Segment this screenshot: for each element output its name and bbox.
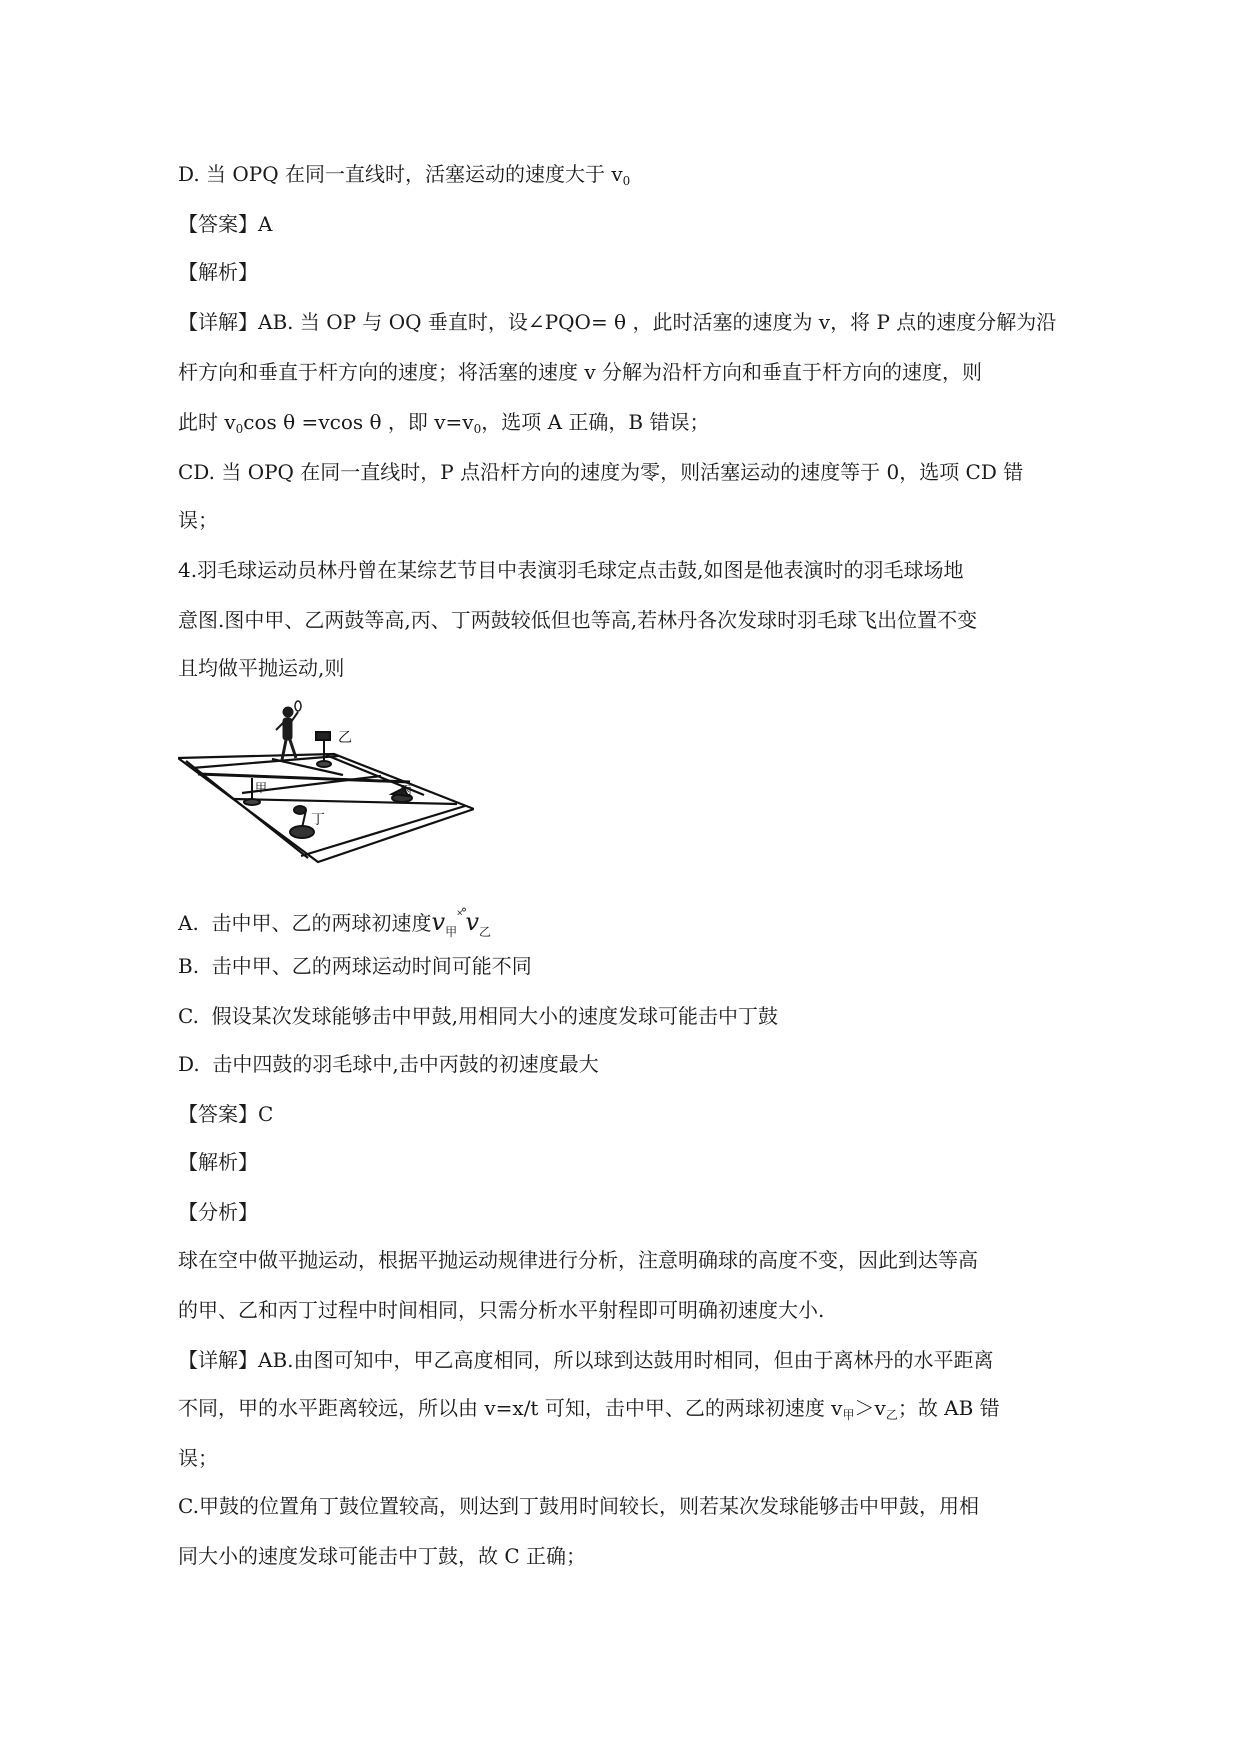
label-ding: 丁 bbox=[311, 812, 325, 828]
option-d: D. 击中四鼓的羽毛球中,击中丙鼓的初速度最大 bbox=[178, 1052, 599, 1076]
label-jia: 甲 bbox=[255, 781, 268, 795]
question-4-line-1: 4.羽毛球运动员林丹曾在某综艺节目中表演羽毛球定点击鼓,如图是他表演时的羽毛球场地 bbox=[178, 558, 964, 582]
label-yi: 乙 bbox=[338, 730, 352, 746]
detail-line-5: 误； bbox=[178, 508, 218, 532]
badminton-court-diagram bbox=[178, 700, 474, 870]
detail2-line-3: 误； bbox=[178, 1446, 218, 1470]
badminton-court-figure bbox=[178, 700, 474, 870]
detail-line-3: 此时 $v_0\cos$ θ =vcos θ ，即 $v=v_0$，选项 A 正确，B 错误； bbox=[178, 410, 710, 436]
option-c: C. 假设某次发球能够击中甲鼓,用相同大小的速度发球可能击中丁鼓 bbox=[178, 1004, 779, 1028]
detail2-line-2: 不同，甲的水平距离较远，所以由 v=x/t 可知，击中甲、乙的两球初速度 $v_甲>v_乙$；故 AB 错 bbox=[178, 1396, 1000, 1422]
option-a: A. 击中甲、乙的两球初速度$v_甲^{˟˚}v_乙$ bbox=[178, 908, 492, 939]
question-4-line-2: 意图.图中甲、乙两鼓等高,丙、丁两鼓较低但也等高,若林丹各次发球时羽毛球飞出位置不变 bbox=[178, 608, 978, 632]
option-d-prev: D. 当 OPQ 在同一直线时，活塞运动的速度大于 $v_0$ bbox=[178, 162, 631, 188]
analysis-label: 【解析】 bbox=[178, 260, 258, 284]
analysis-label-2: 【解析】 bbox=[178, 1150, 258, 1174]
fenxi-label: 【分析】 bbox=[178, 1200, 258, 1224]
option-b: B. 击中甲、乙的两球运动时间可能不同 bbox=[178, 954, 532, 978]
detail2-line-1: 【详解】AB.由图可知中，甲乙高度相同，所以球到达鼓用时相同，但由于离林丹的水平距离 bbox=[178, 1348, 994, 1372]
answer-label-2: 【答案】C bbox=[178, 1102, 274, 1126]
paragraph-line-1: 球在空中做平抛运动，根据平抛运动规律进行分析，注意明确球的高度不变，因此到达等高 bbox=[178, 1248, 978, 1272]
paragraph-line-2: 的甲、乙和丙丁过程中时间相同，只需分析水平射程即可明确初速度大小. bbox=[178, 1298, 825, 1322]
answer-label: 【答案】A bbox=[178, 212, 273, 236]
question-4-line-3: 且均做平抛运动,则 bbox=[178, 656, 345, 680]
detail-line-4: CD. 当 OPQ 在同一直线时，P 点沿杆方向的速度为零，则活塞运动的速度等于 0，选项 CD 错 bbox=[178, 460, 1024, 484]
detail-line-2: 杆方向和垂直于杆方向的速度；将活塞的速度 v 分解为沿杆方向和垂直于杆方向的速度，则 bbox=[178, 360, 983, 384]
detail2-line-5: 同大小的速度发球可能击中丁鼓，故 C 正确； bbox=[178, 1544, 587, 1568]
label-bing: 丙 bbox=[400, 783, 413, 797]
detail-line-1: 【详解】AB. 当 OP 与 OQ 垂直时，设∠PQO= θ ，此时活塞的速度为 v，将 P 点的速度分解为沿 bbox=[178, 310, 1057, 334]
detail2-line-4: C.甲鼓的位置角丁鼓位置较高，则达到丁鼓用时间较长，则若某次发球能够击中甲鼓，用相 bbox=[178, 1494, 979, 1518]
